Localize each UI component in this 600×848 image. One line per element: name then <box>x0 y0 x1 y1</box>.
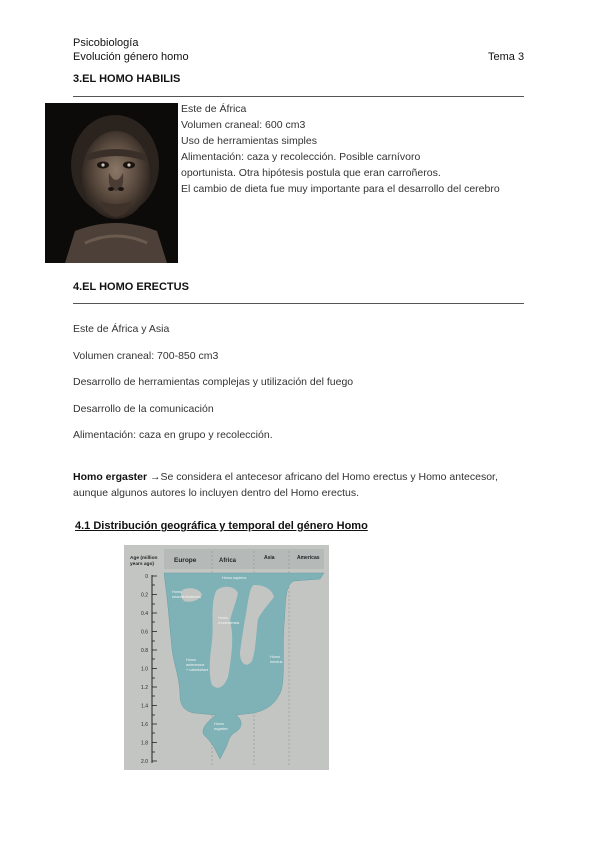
erectus-line: Volumen craneal: 700-850 cm3 <box>73 350 219 362</box>
axis-title: Age (million <box>130 556 158 561</box>
tick-label: 0.8 <box>141 648 148 654</box>
document-tema: Tema 3 <box>488 51 525 63</box>
tick-label: 1.8 <box>141 740 148 747</box>
label-antecessor: antecessor <box>186 663 205 667</box>
habilis-text <box>181 101 500 197</box>
label-ergaster: Homo <box>214 722 225 726</box>
ergaster-paragraph <box>73 469 533 501</box>
region-europe: Europe <box>174 557 197 564</box>
label-rhodesiensis: rhodesiensis <box>218 621 240 625</box>
habilis-line: Este de África <box>181 103 247 115</box>
label-erectus: Homo <box>270 655 281 659</box>
habilis-line: oportunista. Otra hipótesis postula que eran carroñeros. <box>181 167 441 179</box>
label-neander: Homo <box>172 590 183 594</box>
document-subject: Psicobiología <box>73 37 139 49</box>
erectus-line: Este de África y Asia <box>73 323 170 335</box>
arrow-icon: → <box>150 471 161 483</box>
tick-label: 1.0 <box>141 666 148 673</box>
axis-title: years ago) <box>130 562 154 567</box>
distribution-diagram <box>124 545 329 770</box>
tick-label: 1.2 <box>141 685 148 691</box>
erectus-line: Desarrollo de la comunicación <box>73 403 214 415</box>
label-antecessor: + uzbeksitani <box>186 668 209 672</box>
erectus-line: Desarrollo de herramientas complejas y utilización del fuego <box>73 376 354 388</box>
region-asia: Asia <box>264 555 275 561</box>
homo-habilis-portrait-icon <box>45 103 178 263</box>
ergaster-text: aunque algunos autores lo incluyen dentro del Homo erectus. <box>73 487 360 499</box>
region-americas: Americas <box>297 555 320 561</box>
distribution-title: 4.1 Distribución geográfica y temporal del género Homo <box>75 520 368 532</box>
document-topic: Evolución género homo <box>73 51 189 63</box>
region-africa: Africa <box>219 558 237 564</box>
habilis-line: Alimentación: caza y recolección. Posible carnívoro <box>181 151 421 163</box>
label-erectus: erectus <box>270 660 283 664</box>
ergaster-text: Se considera el antecesor africano del Homo erectus y Homo antecesor, <box>160 471 498 483</box>
ergaster-term: Homo ergaster <box>73 471 148 483</box>
habilis-line: El cambio de dieta fue muy importante para el desarrollo del cerebro <box>181 183 500 195</box>
homo-habilis-photo <box>45 103 178 263</box>
tick-label: 0 <box>145 574 148 580</box>
erectus-divider <box>73 303 524 304</box>
label-antecessor: Homo <box>186 658 197 662</box>
label-sapiens: Homo sapiens <box>222 576 247 580</box>
tick-label: 2.0 <box>141 759 148 765</box>
tick-label: 1.6 <box>141 722 148 728</box>
erectus-title: 4.EL HOMO ERECTUS <box>73 281 189 293</box>
tick-label: 0.6 <box>141 629 148 636</box>
label-neander: neanderthalensis <box>172 595 201 599</box>
tick-label: 0.4 <box>141 611 148 617</box>
label-ergaster: ergaster <box>214 727 228 731</box>
tick-label: 0.2 <box>141 592 148 599</box>
label-rhodesiensis: Homo <box>218 616 229 620</box>
habilis-divider <box>73 96 524 97</box>
habilis-line: Volumen craneal: 600 cm3 <box>181 119 306 131</box>
tick-label: 1.4 <box>141 703 148 710</box>
erectus-line: Alimentación: caza en grupo y recolección. <box>73 429 273 441</box>
habilis-title: 3.EL HOMO HABILIS <box>73 73 181 85</box>
habilis-line: Uso de herramientas simples <box>181 135 317 147</box>
distribution-figure <box>124 545 329 770</box>
